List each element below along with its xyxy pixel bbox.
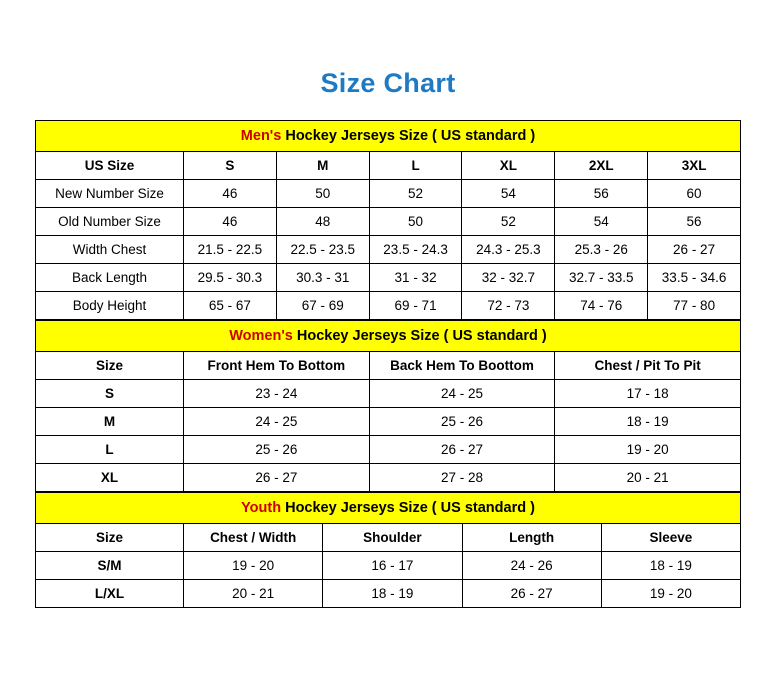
mens-cell: 74 - 76 [555,292,648,320]
mens-cell: 24.3 - 25.3 [462,236,555,264]
womens-cell: 19 - 20 [555,436,741,464]
table-row [36,408,741,436]
table-row [36,464,741,492]
womens-size-table [35,320,741,492]
size-chart-tables [35,120,741,608]
mens-size-table [35,120,741,320]
youth-banner-rest: Hockey Jerseys Size ( US standard ) [281,500,535,516]
mens-header-cell: S [184,152,277,180]
womens-cell: 17 - 18 [555,380,741,408]
table-header-row [36,524,741,552]
youth-banner-cell [36,493,741,524]
womens-cell: 27 - 28 [369,464,555,492]
youth-cell: 24 - 26 [462,552,601,580]
womens-cell: 18 - 19 [555,408,741,436]
womens-cell: 25 - 26 [369,408,555,436]
youth-row-label: S/M [36,552,184,580]
womens-cell: 26 - 27 [369,436,555,464]
mens-cell: 23.5 - 24.3 [369,236,462,264]
mens-cell: 72 - 73 [462,292,555,320]
mens-cell: 65 - 67 [184,292,277,320]
mens-cell: 50 [276,180,369,208]
mens-cell: 46 [184,208,277,236]
womens-banner-cell [36,321,741,352]
youth-cell: 19 - 20 [184,552,323,580]
womens-banner-rest: Hockey Jerseys Size ( US standard ) [292,328,547,344]
mens-cell: 52 [462,208,555,236]
mens-row-label: Body Height [36,292,184,320]
womens-header-cell: Size [36,352,184,380]
mens-cell: 54 [462,180,555,208]
mens-cell: 29.5 - 30.3 [184,264,277,292]
womens-row-label: M [36,408,184,436]
mens-banner-accent: Men's [240,128,282,144]
mens-cell: 30.3 - 31 [276,264,369,292]
womens-row-label: S [36,380,184,408]
mens-row-label: New Number Size [36,180,184,208]
womens-cell: 20 - 21 [555,464,741,492]
youth-cell: 26 - 27 [462,580,601,608]
table-row [36,180,741,208]
page-title: Size Chart [320,68,456,98]
mens-row-label: Back Length [36,264,184,292]
youth-cell: 19 - 20 [601,580,740,608]
mens-cell: 50 [369,208,462,236]
womens-header-cell: Front Hem To Bottom [184,352,370,380]
mens-cell: 25.3 - 26 [555,236,648,264]
table-banner-row [36,121,741,152]
womens-cell: 24 - 25 [184,408,370,436]
table-row [36,436,741,464]
youth-header-cell: Chest / Width [184,524,323,552]
mens-cell: 22.5 - 23.5 [276,236,369,264]
mens-row-label: Old Number Size [36,208,184,236]
womens-header-cell: Back Hem To Boottom [369,352,555,380]
mens-header-cell: L [369,152,462,180]
mens-cell: 67 - 69 [276,292,369,320]
womens-header-cell: Chest / Pit To Pit [555,352,741,380]
table-row [36,380,741,408]
table-row [36,292,741,320]
mens-banner-cell [36,121,741,152]
mens-cell: 56 [555,180,648,208]
mens-cell: 48 [276,208,369,236]
table-row [36,236,741,264]
womens-cell: 24 - 25 [369,380,555,408]
mens-header-cell: XL [462,152,555,180]
youth-cell: 18 - 19 [601,552,740,580]
mens-cell: 32.7 - 33.5 [555,264,648,292]
mens-cell: 77 - 80 [648,292,741,320]
mens-banner-rest: Hockey Jerseys Size ( US standard ) [281,128,536,144]
womens-row-label: L [36,436,184,464]
youth-banner-accent: Youth [241,500,282,516]
mens-header-cell: M [276,152,369,180]
mens-cell: 31 - 32 [369,264,462,292]
mens-cell: 21.5 - 22.5 [184,236,277,264]
table-header-row [36,152,741,180]
mens-cell: 26 - 27 [648,236,741,264]
youth-header-cell: Size [36,524,184,552]
womens-cell: 26 - 27 [184,464,370,492]
mens-header-cell: 2XL [555,152,648,180]
womens-banner-accent: Women's [229,328,293,344]
mens-cell: 56 [648,208,741,236]
youth-size-table [35,492,741,608]
table-row [36,552,741,580]
womens-row-label: XL [36,464,184,492]
table-row [36,580,741,608]
mens-row-label: Width Chest [36,236,184,264]
mens-cell: 33.5 - 34.6 [648,264,741,292]
mens-cell: 69 - 71 [369,292,462,320]
youth-header-cell: Shoulder [323,524,462,552]
mens-header-cell: 3XL [648,152,741,180]
womens-cell: 25 - 26 [184,436,370,464]
table-banner-row [36,493,741,524]
youth-header-cell: Sleeve [601,524,740,552]
youth-row-label: L/XL [36,580,184,608]
youth-cell: 18 - 19 [323,580,462,608]
mens-cell: 32 - 32.7 [462,264,555,292]
youth-cell: 20 - 21 [184,580,323,608]
table-banner-row [36,321,741,352]
youth-header-cell: Length [462,524,601,552]
womens-cell: 23 - 24 [184,380,370,408]
table-row [36,264,741,292]
mens-cell: 54 [555,208,648,236]
mens-cell: 46 [184,180,277,208]
youth-cell: 16 - 17 [323,552,462,580]
table-row [36,208,741,236]
mens-cell: 52 [369,180,462,208]
table-header-row [36,352,741,380]
mens-header-cell: US Size [36,152,184,180]
mens-cell: 60 [648,180,741,208]
